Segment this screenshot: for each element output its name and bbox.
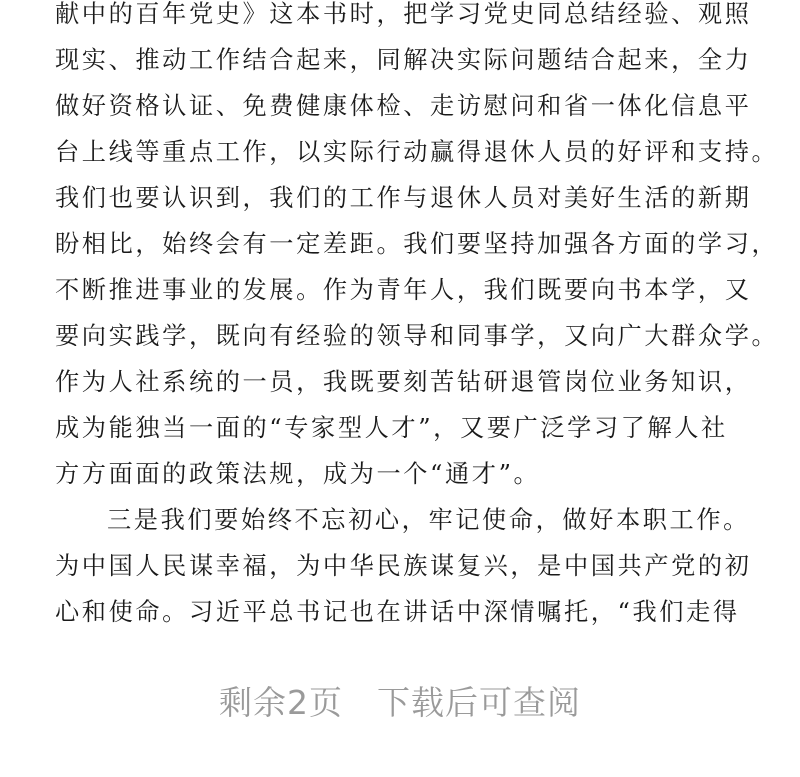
text-line: 献中的百年党史》这本书时，把学习党史同总结经验、观照 — [55, 0, 752, 28]
paragraph-start-line: 三是我们要始终不忘初心，牢记使命，做好本职工作。 — [107, 506, 750, 534]
remaining-pages-label: 剩余2页 — [219, 682, 343, 722]
text-line: 方方面面的政策法规，成为一个“通才”。 — [55, 460, 541, 488]
text-line: 盼相比，始终会有一定差距。我们要坚持加强各方面的学习， — [55, 230, 779, 258]
text-line: 不断推进事业的发展。作为青年人，我们既要向书本学，又 — [55, 276, 752, 304]
text-line: 成为能独当一面的“专家型人才”，又要广泛学习了解人社 — [55, 414, 728, 442]
document-body — [55, 0, 779, 635]
text-line: 做好资格认证、免费健康体检、走访慰问和省一体化信息平 — [55, 92, 752, 120]
text-line: 要向实践学，既向有经验的领导和同事学，又向广大群众学。 — [55, 322, 779, 350]
text-line: 为中国人民谋幸福，为中华民族谋复兴，是中国共产党的初 — [55, 552, 752, 580]
text-line: 现实、推动工作结合起来，同解决实际问题结合起来，全力 — [55, 46, 752, 74]
download-prompt[interactable] — [0, 670, 800, 730]
text-line: 我们也要认识到，我们的工作与退休人员对美好生活的新期 — [55, 184, 752, 212]
text-line: 作为人社系统的一员，我既要刻苦钻研退管岗位业务知识， — [55, 368, 752, 396]
text-line: 台上线等重点工作，以实际行动赢得退休人员的好评和支持。 — [55, 138, 779, 166]
text-line: 心和使命。习近平总书记也在讲话中深情嘱托，“我们走得 — [55, 598, 740, 626]
download-to-view-label: 下载后可查阅 — [377, 682, 581, 722]
